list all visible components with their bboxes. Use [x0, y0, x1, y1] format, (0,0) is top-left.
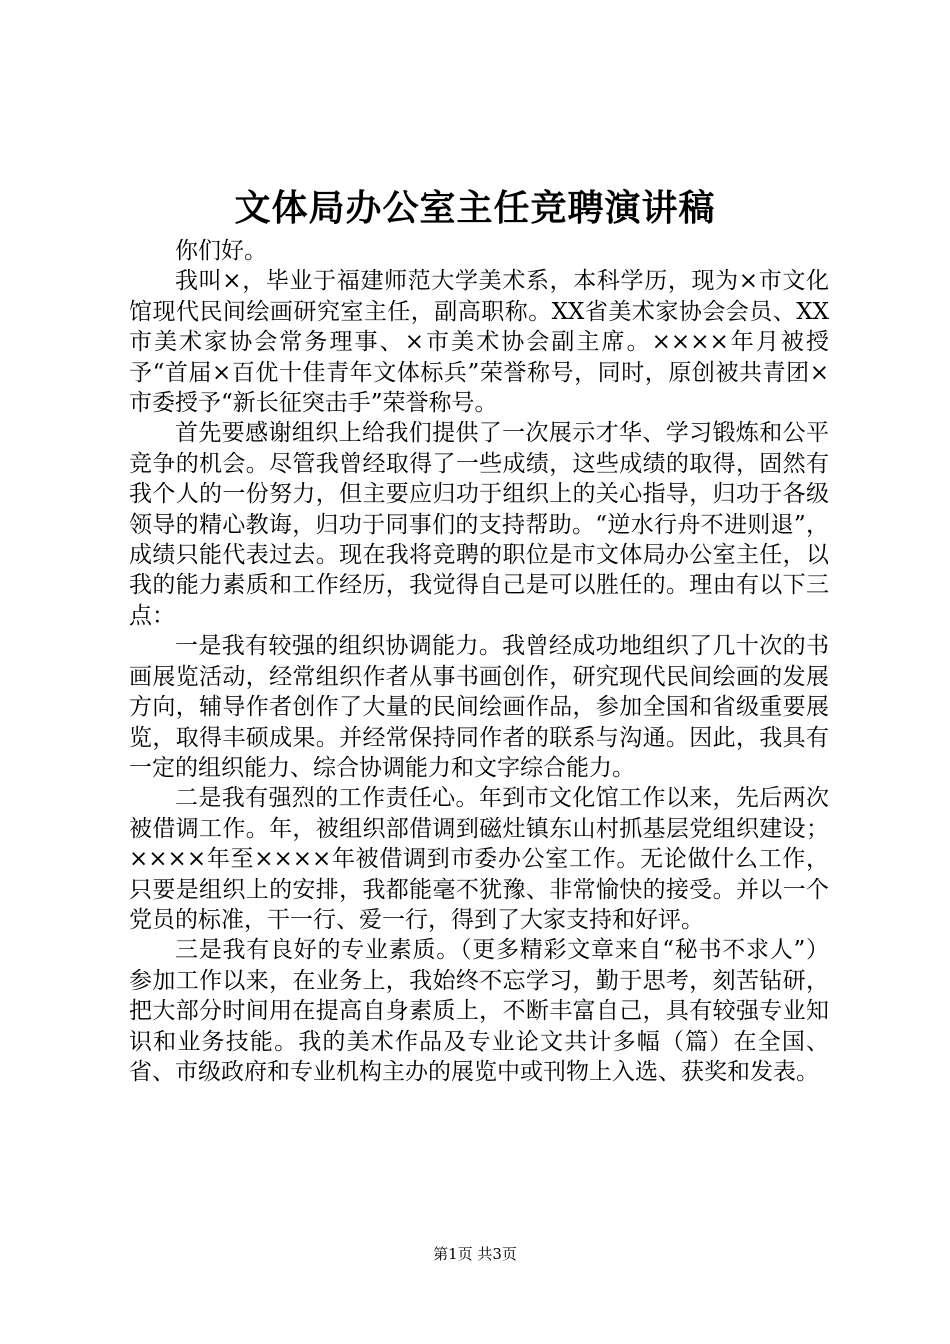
- reason-two-paragraph: 二是我有强烈的工作责任心。年到市文化馆工作以来，先后两次被借调工作。年，被组织部借调到磁灶镇东山村抓基层党组织建设；××××年至××××年被借调到市委办公室工作。无论做什么工作，只要是组织上的安排，我都能毫不犹豫、非常愉快的接受。并以一个党员的标准，干一行、爱一行，得到了大家支持和好评。: [129, 785, 829, 933]
- page-title: 文体局办公室主任竞聘演讲稿: [234, 187, 716, 229]
- reason-three-paragraph: 三是我有良好的专业素质。（更多精彩文章来自“秘书不求人”）参加工作以来，在业务上，我始终不忘学习，勤于思考，刻苦钻研，把大部分时间用在提高自身素质上，不断丰富自己，具有较强专业知识和业务技能。我的美术作品及专业论文共计多幅（篇）在全国、省、市级政府和专业机构主办的展览中或刊物上入选、获奖和发表。: [129, 937, 829, 1085]
- gratitude-paragraph: 首先要感谢组织上给我们提供了一次展示才华、学习锻炼和公平竞争的机会。尽管我曾经取得了一些成绩，这些成绩的取得，固然有我个人的一份努力，但主要应归功于组织上的关心指导，归功于各级领导的精心教诲，归功于同事们的支持帮助。“逆水行舟不进则退”，成绩只能代表过去。现在我将竞聘的职位是市文体局办公室主任，以我的能力素质和工作经历，我觉得自己是可以胜任的。理由有以下三点：: [129, 420, 829, 629]
- greeting-paragraph: 你们好。: [175, 238, 267, 264]
- self-introduction-paragraph: 我叫×，毕业于福建师范大学美术系，本科学历，现为×市文化馆现代民间绘画研究室主任，副高职称。XX省美术家协会会员、XX市美术家协会常务理事、×市美术协会副主席。××××年月被授予“首届×百优十佳青年文体标兵”荣誉称号，同时，原创被共青团×市委授予“新长征突击手”荣誉称号。: [129, 268, 829, 417]
- document-body: [129, 236, 829, 1087]
- page-number-footer: 第1页 共3页: [433, 1245, 517, 1263]
- reason-one-paragraph: 一是我有较强的组织协调能力。我曾经成功地组织了几十次的书画展览活动，经常组织作者从事书画创作，研究现代民间绘画的发展方向，辅导作者创作了大量的民间绘画作品，参加全国和省级重要展览，取得丰硕成果。并经常保持同作者的联系与沟通。因此，我具有一定的组织能力、综合协调能力和文字综合能力。: [129, 633, 829, 781]
